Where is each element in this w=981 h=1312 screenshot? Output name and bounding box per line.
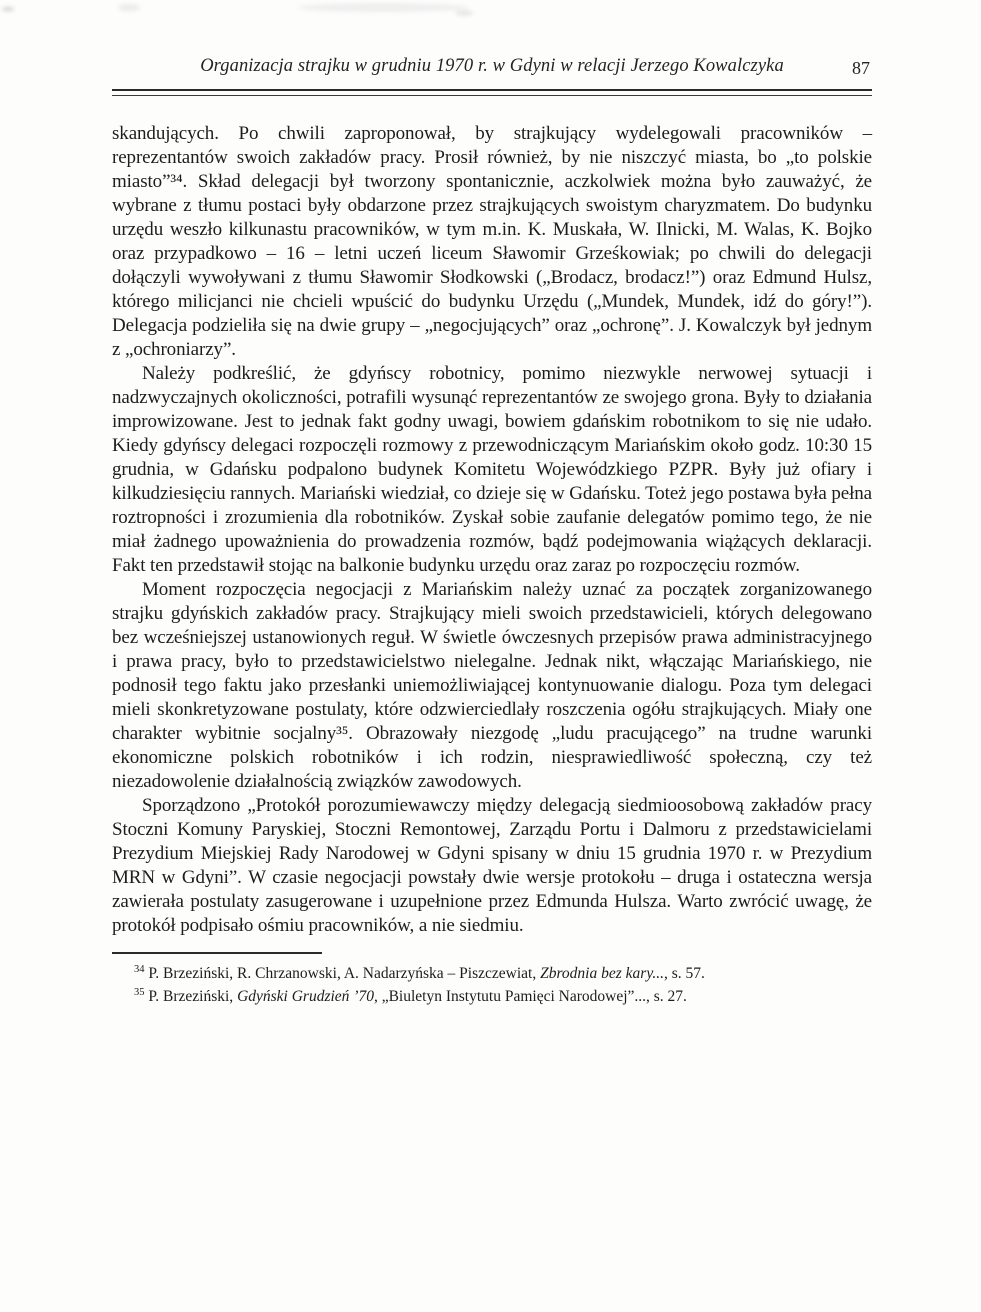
scan-artifact bbox=[118, 4, 140, 11]
scan-artifact bbox=[2, 7, 14, 11]
footnotes bbox=[112, 962, 872, 1008]
footnote-text: , „Biuletyn Instytutu Pamięci Narodowej”..., s. 27. bbox=[373, 988, 687, 1005]
footnote-divider bbox=[112, 952, 322, 954]
scan-artifact bbox=[455, 10, 473, 16]
footnote-34 bbox=[112, 962, 872, 985]
footnote-marker: 35 bbox=[134, 987, 145, 998]
footnote-35 bbox=[112, 985, 872, 1008]
page-content bbox=[112, 56, 872, 1008]
body-text bbox=[112, 122, 872, 938]
footnote-marker: 34 bbox=[134, 964, 145, 975]
paragraph-2: Należy podkreślić, że gdyńscy robotnicy, pomimo niezwykle nerwowej sytuacji i nadzwyczajnych okoliczności, potrafili wysunąć reprezentantów ze swojego grona. Były to działania improwizowane. Jest to jednak fakt godny uwagi, bowiem gdańskim robotnikom to się nie udało. Kiedy gdyńscy delegaci rozpoczęli rozmowy z przewodniczącym Mariańskim około godz. 10:30 15 grudnia, w Gdańsku podpalono budynek Komitetu Wojewódzkiego PZPR. Były już ofiary i kilkudziesięciu rannych. Mariański wiedział, co dzieje się w Gdańsku. Toteż jego postawa była pełna roztropności i zrozumienia dla robotników. Zyskał sobie zaufanie delegatów pomimo tego, że nie miał żadnego upoważnienia do prowadzenia rozmów, bądź podejmowania wiążących deklaracji. Fakt ten przedstawił stojąc na balkonie budynku urzędu oraz zaraz po rozpoczęciu rozmów. bbox=[112, 363, 872, 576]
running-header-title: Organizacja strajku w grudniu 1970 r. w Gdyni w relacji Jerzego Kowalczyka bbox=[200, 56, 784, 76]
footnote-text: P. Brzeziński, bbox=[144, 988, 238, 1005]
footnote-text: , s. 57. bbox=[663, 965, 705, 982]
footnote-text: P. Brzeziński, R. Chrzanowski, A. Nadarzyńska – Piszczewiat, bbox=[144, 965, 541, 982]
running-header bbox=[112, 56, 872, 86]
footnote-cited-work: Zbrodnia bez kary... bbox=[540, 965, 664, 982]
page-number: 87 bbox=[852, 58, 870, 78]
paragraph-4: Sporządzono „Protokół porozumiewawczy między delegacją siedmioosobową zakładów pracy Stoczni Komuny Paryskiej, Stoczni Remontowej, Zarządu Portu i Dalmoru z przedstawicielami Prezydium Miejskiej Rady Narodowej w Gdyni spisany w dniu 15 grudnia 1970 r. w Prezydium MRN w Gdyni”. W czasie negocjacji powstały dwie wersje protokołu – druga i ostateczna wersja zawierała postulaty zasugerowane i uzupełnione przez Edmunda Hulsza. Warto zwrócić uwagę, że protokół podpisało ośmiu pracowników, a nie siedmiu. bbox=[112, 795, 872, 936]
footnote-cited-work: Gdyński Grudzień ’70 bbox=[237, 988, 374, 1005]
paragraph-1: skandujących. Po chwili zaproponował, by strajkujący wydelegowali pracowników – reprezentantów swoich zakładów pracy. Prosił również, by nie niszczyć miasta, bo „to polskie miasto”³⁴. Skład delegacji był tworzony spontanicznie, aczkolwiek można było zauważyć, że wybrane z tłumu postaci były obdarzone przez strajkujących swoistym charyzmatem. Do budynku urzędu weszło kilkunastu pracowników, w tym m.in. K. Muskała, W. Ilnicki, M. Walas, K. Bojko oraz przypadkowo – 16 – letni uczeń liceum Sławomir Grześkowiak; po chwili do delegacji dołączyli wywoływani z tłumu Sławomir Słodkowski („Brodacz, brodacz!”) oraz Edmund Hulsz, którego milicjanci nie chcieli wpuścić do budynku Urzędu („Mundek, Mundek, idź do góry!”). Delegacja podzieliła się na dwie grupy – „negocjujących” oraz „ochronę”. J. Kowalczyk był jednym z „ochroniarzy”. bbox=[112, 123, 872, 360]
header-rule bbox=[112, 89, 872, 96]
paragraph-3: Moment rozpoczęcia negocjacji z Mariańskim należy uznać za początek zorganizowanego strajku gdyńskich zakładów pracy. Strajkujący mieli swoich przedstawicieli, których delegowano bez wcześniejszej ustanowionych reguł. W świetle ówczesnych przepisów prawa administracyjnego i prawa pracy, było to przedstawicielstwo nielegalne. Jednak nikt, włączając Mariańskiego, nie podnosił tego faktu jako przesłanki uniemożliwiającej kontynuowanie dialogu. Poza tym delegaci mieli skonkretyzowane postulaty, które odzwierciedlały roszczenia ogółu strajkujących. Miały one charakter wybitnie socjalny³⁵. Obrazowały niezgodę „ludu pracującego” na trudne warunki ekonomiczne polskich robotników i ich rodzin, niesprawiedliwość społeczną, czy też niezadowolenie działalnością związków zawodowych. bbox=[112, 579, 872, 792]
scan-artifact bbox=[298, 3, 468, 12]
